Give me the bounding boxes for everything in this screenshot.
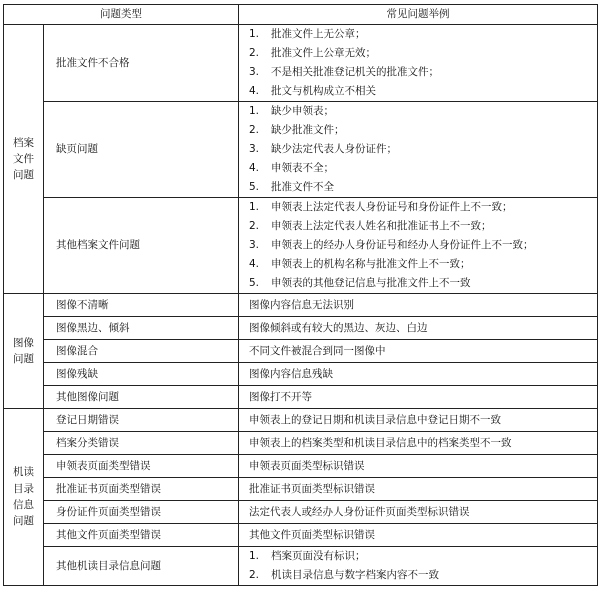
problem-type-table-document (3, 4, 597, 587)
problem-type-cell: 图像混合 (44, 340, 239, 363)
table-header-row (4, 5, 598, 25)
table-row (4, 478, 598, 501)
list-item: 4. 申领表上的机构名称与批准文件上不一致； (249, 258, 471, 271)
table-row (4, 294, 598, 317)
list-item: 5. 批准文件不全 (249, 181, 334, 194)
header-common-examples: 常见问题举例 (239, 5, 598, 25)
table-row (4, 547, 598, 586)
category-archive-file (4, 25, 44, 294)
category-label: 机读 目录 信息 问题 (13, 466, 34, 528)
problem-type-cell: 申领表页面类型错误 (44, 455, 239, 478)
category-image (4, 294, 44, 409)
category-label: 档案 文件 问题 (13, 136, 34, 182)
table-row (4, 340, 598, 363)
problem-type-cell: 批准文件不合格 (44, 25, 239, 102)
list-item: 3. 缺少法定代表人身份证件； (249, 143, 397, 156)
problem-type-cell: 图像黑边、倾斜 (44, 317, 239, 340)
example-list-cell (239, 547, 598, 586)
example-cell: 法定代表人或经办人身份证件页面类型标识错误 (239, 501, 598, 524)
example-cell: 申领表页面类型标识错误 (239, 455, 598, 478)
example-cell: 不同文件被混合到同一图像中 (239, 340, 598, 363)
problem-type-cell: 图像不清晰 (44, 294, 239, 317)
example-cell: 图像内容信息残缺 (239, 363, 598, 386)
table-row (4, 409, 598, 432)
table-row (4, 25, 598, 102)
list-item: 2. 缺少批准文件； (249, 124, 345, 137)
example-cell: 批准证书页面类型标识错误 (239, 478, 598, 501)
problem-type-cell: 其他文件页面类型错误 (44, 524, 239, 547)
example-cell: 图像打不开等 (239, 386, 598, 409)
category-label: 图像 问题 (13, 336, 34, 365)
problem-type-cell: 登记日期错误 (44, 409, 239, 432)
table-row (4, 432, 598, 455)
table-row (4, 317, 598, 340)
list-item: 2. 批准文件上公章无效； (249, 47, 376, 60)
list-item: 4. 申领表不全； (249, 162, 334, 175)
list-item: 2. 机读目录信息与数字档案内容不一致 (249, 569, 439, 582)
list-item: 3. 申领表上的经办人身份证号和经办人身份证件上不一致； (249, 239, 534, 252)
list-item: 1. 批准文件上无公章； (249, 28, 366, 41)
problem-type-cell: 批准证书页面类型错误 (44, 478, 239, 501)
example-cell: 其他文件页面类型标识错误 (239, 524, 598, 547)
example-list-cell (239, 25, 598, 102)
problem-type-cell: 图像残缺 (44, 363, 239, 386)
list-item: 2. 申领表上法定代表人姓名和批准证书上不一致； (249, 220, 492, 233)
table-row (4, 455, 598, 478)
problem-type-cell: 缺页问题 (44, 102, 239, 198)
list-item: 5. 申领表的其他登记信息与批准文件上不一致 (249, 277, 471, 290)
problem-type-cell: 其他档案文件问题 (44, 198, 239, 294)
list-item: 4. 批文与机构成立不相关 (249, 85, 376, 98)
example-cell: 图像内容信息无法识别 (239, 294, 598, 317)
table-row (4, 363, 598, 386)
problem-type-cell: 身份证件页面类型错误 (44, 501, 239, 524)
list-item: 1. 档案页面没有标识； (249, 550, 366, 563)
example-cell: 申领表上的登记日期和机读目录信息中登记日期不一致 (239, 409, 598, 432)
table-row (4, 386, 598, 409)
problem-type-table (3, 4, 598, 586)
table-row (4, 501, 598, 524)
list-item: 1. 申领表上法定代表人身份证号和身份证件上不一致； (249, 201, 513, 214)
example-cell: 申领表上的档案类型和机读目录信息中的档案类型不一致 (239, 432, 598, 455)
category-machine-readable-catalog (4, 409, 44, 586)
example-list-cell (239, 102, 598, 198)
problem-type-cell: 其他图像问题 (44, 386, 239, 409)
example-list-cell (239, 198, 598, 294)
table-row (4, 198, 598, 294)
table-row (4, 102, 598, 198)
table-row (4, 524, 598, 547)
header-problem-type: 问题类型 (4, 5, 239, 25)
problem-type-cell: 档案分类错误 (44, 432, 239, 455)
problem-type-cell: 其他机读目录信息问题 (44, 547, 239, 586)
list-item: 1. 缺少申领表； (249, 105, 334, 118)
list-item: 3. 不是相关批准登记机关的批准文件； (249, 66, 439, 79)
example-cell: 图像倾斜或有较大的黑边、灰边、白边 (239, 317, 598, 340)
